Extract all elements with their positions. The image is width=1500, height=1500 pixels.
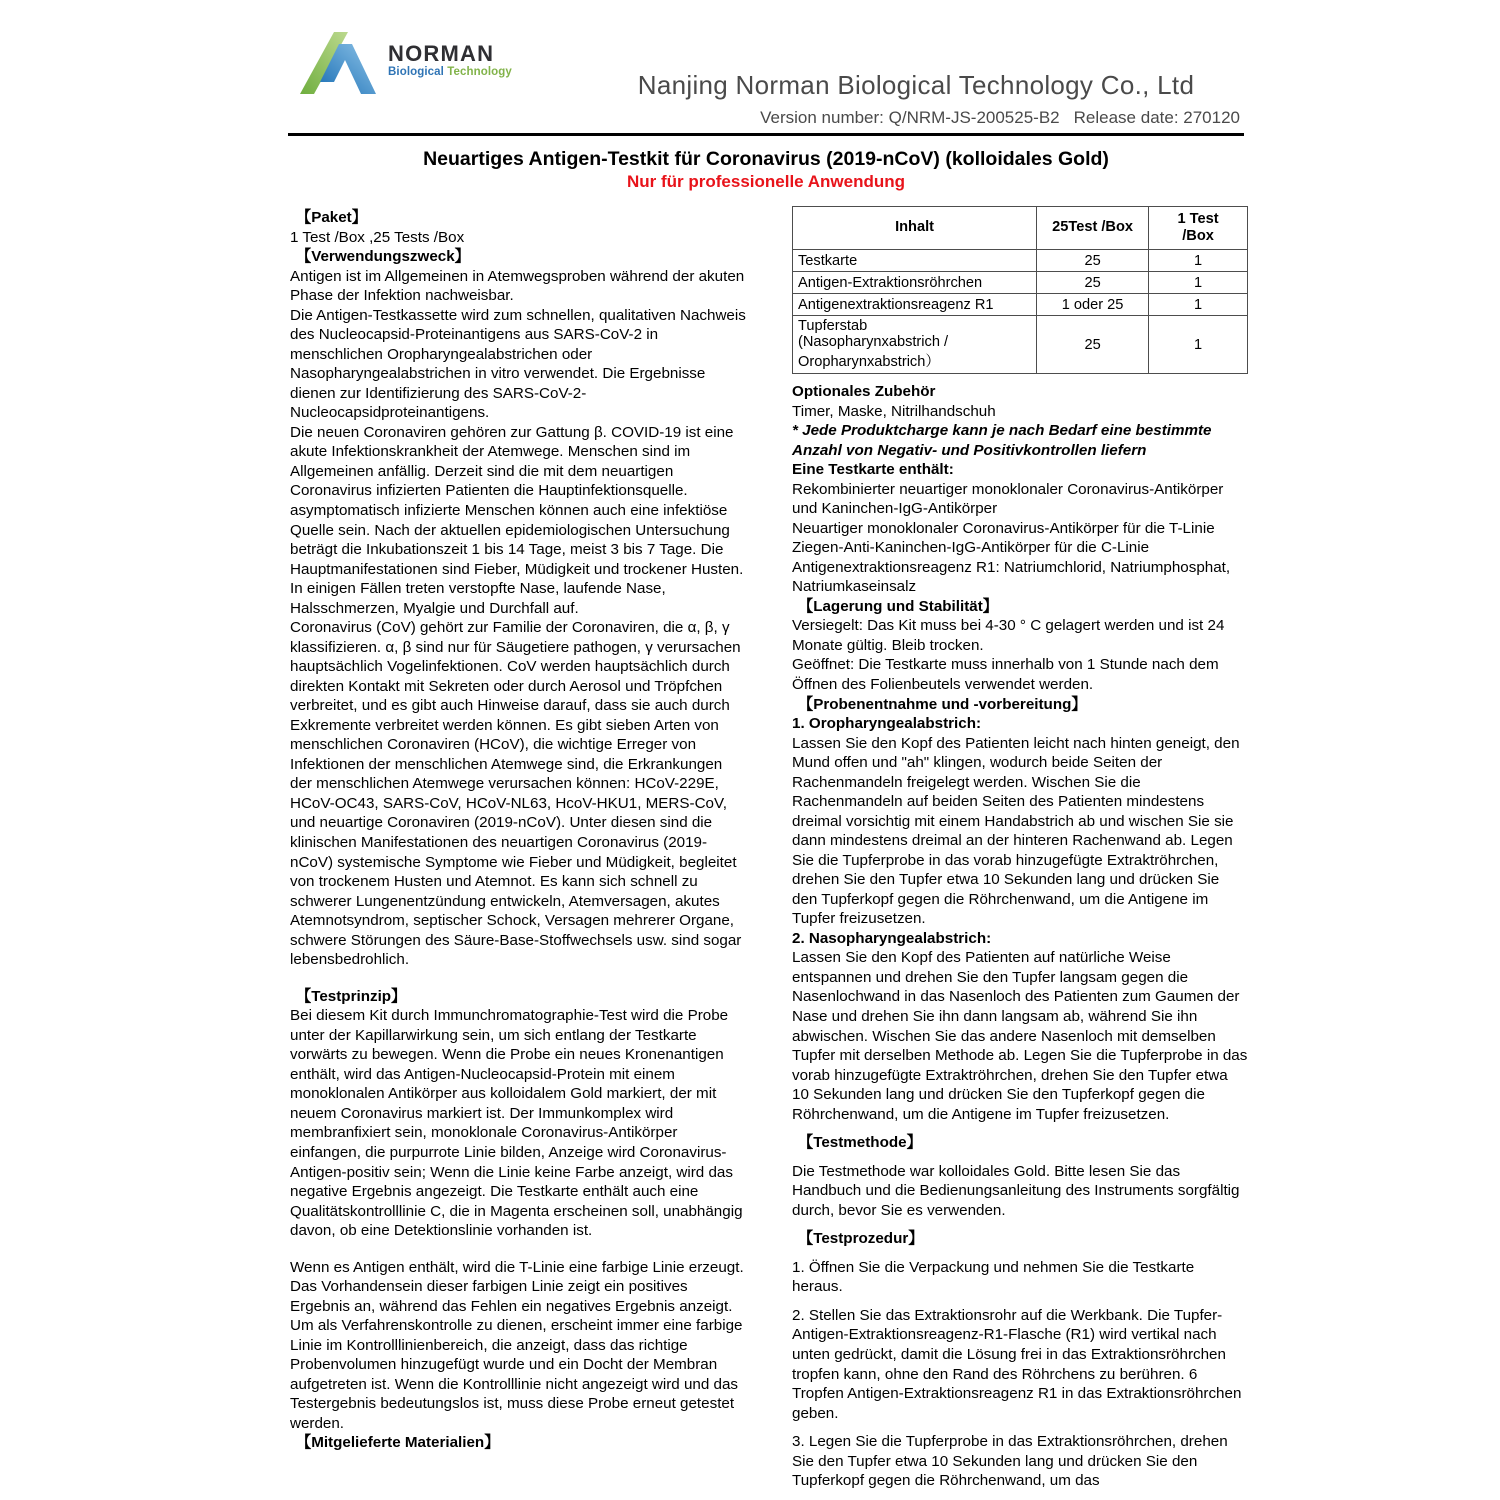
paragraph-oropharyngeal: Lassen Sie den Kopf des Patienten leicht nach hinten geneigt, den Mund offen und "ah" klingen, wodurch beide Seiten der Rachenmandeln freigelegt werden. Wischen Sie die Rachenmandeln auf beiden Seiten des Patienten mindestens dreimal vorsichtig mit einem Handabstrich ab und wischen Sie sie dann mindestens dreimal an der hinteren Rachenwand ab. Legen Sie die Tupferprobe in das vorab hinzugefügte Extraktröhrchen, drehen Sie den Tupfer etwa 10 Sekunden lang und drücken Sie den Tupferkopf gegen die Röhrchenwand, um die Antigene im Tupfer freizusetzen. — [792, 734, 1240, 928]
swab-line-1: Tupferstab — [798, 318, 868, 334]
version-release-line — [760, 108, 1240, 128]
paket-contents-line: 1 Test /Box ,25 Tests /Box — [290, 228, 465, 246]
heading-testprozedur: 【Testprozedur】 — [798, 1230, 924, 1248]
paragraph-verwendung-3: Die neuen Coronaviren gehören zur Gattung β. COVID-19 ist eine akute Infektionskrankheit der Atemwege. Menschen sind im Allgemeinen anfällig. Derzeit sind die mit dem neuartigen Coronavirus infizierten Patienten die Hauptinfektionsquelle. asymptomatisch infizierte Menschen können auch eine infektiöse Quelle sein. Nach der aktuellen epidemiologischen Untersuchung beträgt die Inkubationszeit 1 bis 14 Tage, meist 3 bis 7 Tage. Die Hauptmanifestationen sind Fieber, Müdigkeit und trockener Husten. In einigen Fällen treten verstopfte Nase, laufende Nase, Halsschmerzen, Myalgie und Durchfall auf. — [290, 423, 744, 617]
paragraph-testprinzip-1: Bei diesem Kit durch Immunchromatographie-Test wird die Probe unter der Kapillarwirkung sein, um sich entlang der Testkarte vorwärts zu bewegen. Wenn die Probe ein neues Kronenantigen enthält, wird das Antigen-Nucleocapsid-Protein mit einem monoklonalen Antikörper aus kolloidalem Gold markiert, der mit neuem Coronavirus markiert ist. Der Immunkomplex wird membranfixiert sein, monoklonale Coronavirus-Antikörper einfangen, die purpurrote Linie bilden, Anzeige wird Coronavirus-Antigen-positiv sein; Wenn die Linie keine Farbe anzeigt, wird das negative Ergebnis angezeigt. Die Testkarte enthält auch eine Qualitätskontrolllinie C, die in Magenta erscheinen soll, unabhängig davon, ob eine Detektionslinie vorhanden ist. — [290, 1007, 743, 1240]
release-date: Release date: 270120 — [1073, 108, 1240, 127]
kit-contents-table — [792, 206, 1248, 374]
table-cell-qty-1: 1 — [1149, 272, 1248, 294]
paragraph-enthaelt-4: Antigenextraktionsreagenz R1: Natriumchlorid, Natriumphosphat, Natriumkaseinsalz — [792, 558, 1231, 596]
table-header-1test — [1149, 207, 1248, 250]
paragraph-lagerung-geoeffnet: Geöffnet: Die Testkarte muss innerhalb von 1 Stunde nach dem Öffnen des Folienbeutels verwendet werden. — [792, 656, 1219, 693]
paragraph-step-1: 1. Öffnen Sie die Verpackung und nehmen Sie die Testkarte heraus. — [792, 1258, 1195, 1296]
table-row — [793, 294, 1248, 316]
table-body — [793, 250, 1248, 374]
table-cell-qty-25: 1 oder 25 — [1037, 294, 1149, 316]
page-title: Neuartiges Antigen-Testkit für Coronavirus (2019-nCoV) (kolloidales Gold) — [423, 148, 1109, 170]
paragraph-lagerung-versiegelt: Versiegelt: Das Kit muss bei 4-30 ° C gelagert werden und ist 24 Monate gültig. Bleib trocken. — [792, 617, 1225, 654]
table-row — [793, 316, 1248, 374]
table-header-inhalt: Inhalt — [793, 207, 1037, 250]
swab-line-2: (Nasopharynxabstrich / — [798, 334, 949, 350]
page-subtitle-warning: Nur für professionelle Anwendung — [627, 172, 905, 191]
heading-lagerung-stabilitaet: 【Lagerung und Stabilität】 — [798, 597, 998, 615]
norman-logo-mark — [298, 30, 380, 96]
heading-probenentnahme: 【Probenentnahme und -vorbereitung】 — [798, 695, 1087, 713]
table-header-row — [793, 207, 1248, 250]
paragraph-verwendung-1: Antigen ist im Allgemeinen in Atemwegsproben während der akuten Phase der Infektion nachweisbar. — [290, 267, 745, 305]
table-cell-qty-25: 25 — [1037, 272, 1149, 294]
table-cell-item-name — [793, 316, 1037, 374]
paragraph-testprinzip-2: Wenn es Antigen enthält, wird die T-Linie eine farbige Linie erzeugt. Das Vorhandensein dieser farbigen Linie zeigt ein positives Ergebnis an, während das Fehlen ein negatives Ergebnis anzeigt. Um als Verfahrenskontrolle zu dienen, erscheint immer eine farbige Linie im Kontrolllinienbereich, die anzeigt, dass das richtige Probenvolumen hinzugefügt wurde und ein Docht der Membran aufgetreten ist. Wenn die Kontrolllinie nicht angezeigt wird und das Testergebnis bedeutungslos ist, muss diese Probe erneut getestet werden. — [290, 1258, 744, 1432]
company-name: Nanjing Norman Biological Technology Co., Ltd — [637, 70, 1195, 100]
table-head — [793, 207, 1248, 250]
logo-tagline-biological: Biological — [388, 66, 444, 79]
table-header-25test: 25Test /Box — [1037, 207, 1149, 250]
heading-optionales-zubehoer: Optionales Zubehör — [792, 383, 936, 400]
paragraph-enthaelt-2: Neuartiger monoklonaler Coronavirus-Antikörper für die T-Linie — [792, 519, 1215, 537]
paragraph-optionales-items: Timer, Maske, Nitrilhandschuh — [792, 402, 996, 420]
heading-nasopharyngeal: 2. Nasopharyngealabstrich: — [792, 929, 992, 947]
left-text-column — [290, 208, 746, 1453]
logo-wordmark — [388, 42, 538, 79]
paragraph-step-2: 2. Stellen Sie das Extraktionsrohr auf die Werkbank. Die Tupfer-Antigen-Extraktionsreagenz-R1-Flasche (R1) wird vertikal nach unten gedrückt, damit die Lösung frei in das Extraktionsröhrchen tropfen kann, ohne den Rand des Röhrchens zu berühren. 6 Tropfen Antigen-Extraktionsreagenz R1 in das Extraktionsröhrchen geben. — [792, 1306, 1242, 1422]
logo-tagline — [388, 66, 538, 79]
heading-mitgelieferte-materialien: 【Mitgelieferte Materialien】 — [296, 1434, 500, 1452]
paragraph-verwendung-2: Die Antigen-Testkassette wird zum schnellen, qualitativen Nachweis des Nucleocapsid-Proteinantigens aus SARS-CoV-2 in menschlichen Oropharyngealabstrichen oder Nasopharyngealabstrichen in vitro verwendet. Die Ergebnisse dienen zur Identifizierung des SARS-CoV-2-Nucleocapsidproteinantigens. — [290, 306, 746, 422]
table-row — [793, 272, 1248, 294]
paragraph-enthaelt-3: Ziegen-Anti-Kaninchen-IgG-Antikörper für die C-Linie — [792, 539, 1150, 557]
table-header-1test-line1: 1 Test — [1177, 210, 1219, 227]
paragraph-step-3: 3. Legen Sie die Tupferprobe in das Extraktionsröhrchen, drehen Sie den Tupfer etwa 10 Sekunden lang und drücken Sie den Tupferkopf gegen die Röhrchenwand, um das — [792, 1433, 1228, 1490]
paragraph-nasopharyngeal: Lassen Sie den Kopf des Patienten auf natürliche Weise entspannen und drehen Sie den Tupfer langsam gegen die Nasenlochwand in das Nasenloch des Patienten zum Gaumen der Nase und drehen Sie ihn dann langsam ab, während Sie ihn abwischen. Wischen Sie das andere Nasenloch mit demselben Tupfer mit derselben Methode ab. Legen Sie die Tupferprobe in das vorab hinzugefügte Extraktröhrchen, drehen Sie den Tupfer etwa 10 Sekunden lang und drücken Sie den Tupferkopf gegen die Röhrchenwand, um die Antigene im Tupfer freizusetzen. — [792, 949, 1248, 1123]
company-logo — [298, 28, 538, 100]
logo-company-word: NORMAN — [388, 41, 495, 66]
swab-line-3: Oropharynxabstrich） — [798, 354, 940, 370]
heading-verwendungszweck: 【Verwendungszweck】 — [296, 248, 470, 266]
heading-testkarte-enthaelt: Eine Testkarte enthält: — [792, 461, 954, 479]
table-cell-qty-25: 25 — [1037, 250, 1149, 272]
paragraph-verwendung-4: Coronavirus (CoV) gehört zur Familie der Coronaviren, die α, β, γ klassifizieren. α, β sind nur für Säugetiere pathogen, γ verursachen hauptsächlich Vogelinfektionen. CoV werden hauptsächlich durch direkten Kontakt mit Sekreten oder durch Aerosol und Tröpfchen verbreitet, und es gibt auch Hinweise darauf, dass sie auch durch Exkremente verbreitet werden können. Es gibt sieben Arten von menschlichen Coronaviren (HCoV), die wichtige Erreger von Infektionen der menschlichen Atemwege sind, die Erkrankungen der menschlichen Atemwege verursachen können: HCoV-229E, HCoV-OC43, SARS-CoV, HCoV-NL63, HcoV-HKU1, MERS-CoV, und neuartige Coronaviren (2019-nCoV). Unter diesen sind die klinischen Manifestationen des neuartigen Coronavirus (2019-nCoV) systemische Symptome wie Fieber und Müdigkeit, begleitet von trockenem Husten und Atemnot. Es kann sich schnell zu schwerer Lungenentzündung entwickeln, Atemversagen, akutes Atemnotsyndrom, septischer Schock, Versagen mehrerer Organe, schwere Störungen des Säure-Base-Stoffwechsels usw. sind sogar lebensbedrohlich. — [290, 619, 742, 969]
paragraph-testmethode: Die Testmethode war kolloidales Gold. Bitte lesen Sie das Handbuch und die Bedienungsanleitung des Instruments sorgfältig durch, bevor Sie es verwenden. — [792, 1162, 1240, 1219]
table-cell-qty-1: 1 — [1149, 316, 1248, 374]
logo-tagline-technology: Technology — [447, 66, 512, 79]
heading-testprinzip: 【Testprinzip】 — [296, 987, 407, 1005]
table-cell-item-name: Antigen-Extraktionsröhrchen — [793, 272, 1037, 294]
paragraph-enthaelt-1: Rekombinierter neuartiger monoklonaler Coronavirus-Antikörper und Kaninchen-IgG-Antikörper — [792, 480, 1224, 518]
heading-paket: 【Paket】 — [296, 209, 367, 226]
header-divider — [288, 133, 1244, 136]
table-cell-qty-1: 1 — [1149, 250, 1248, 272]
heading-oropharyngeal: 1. Oropharyngealabstrich: — [792, 715, 982, 733]
document-header — [288, 22, 1244, 132]
table-cell-item-name: Antigenextraktionsreagenz R1 — [793, 294, 1037, 316]
table-header-1test-line2: /Box — [1182, 228, 1214, 244]
paragraph-charge-note: * Jede Produktcharge kann je nach Bedarf eine bestimmte Anzahl von Negativ- und Positivkontrollen liefern — [792, 422, 1212, 459]
version-number: Version number: Q/NRM-JS-200525-B2 — [760, 108, 1060, 127]
table-cell-qty-25: 25 — [1037, 316, 1149, 374]
table-row — [793, 250, 1248, 272]
table-cell-qty-1: 1 — [1149, 294, 1248, 316]
table-cell-item-name: Testkarte — [793, 250, 1037, 272]
heading-testmethode: 【Testmethode】 — [798, 1134, 922, 1152]
right-text-column — [792, 382, 1248, 1491]
